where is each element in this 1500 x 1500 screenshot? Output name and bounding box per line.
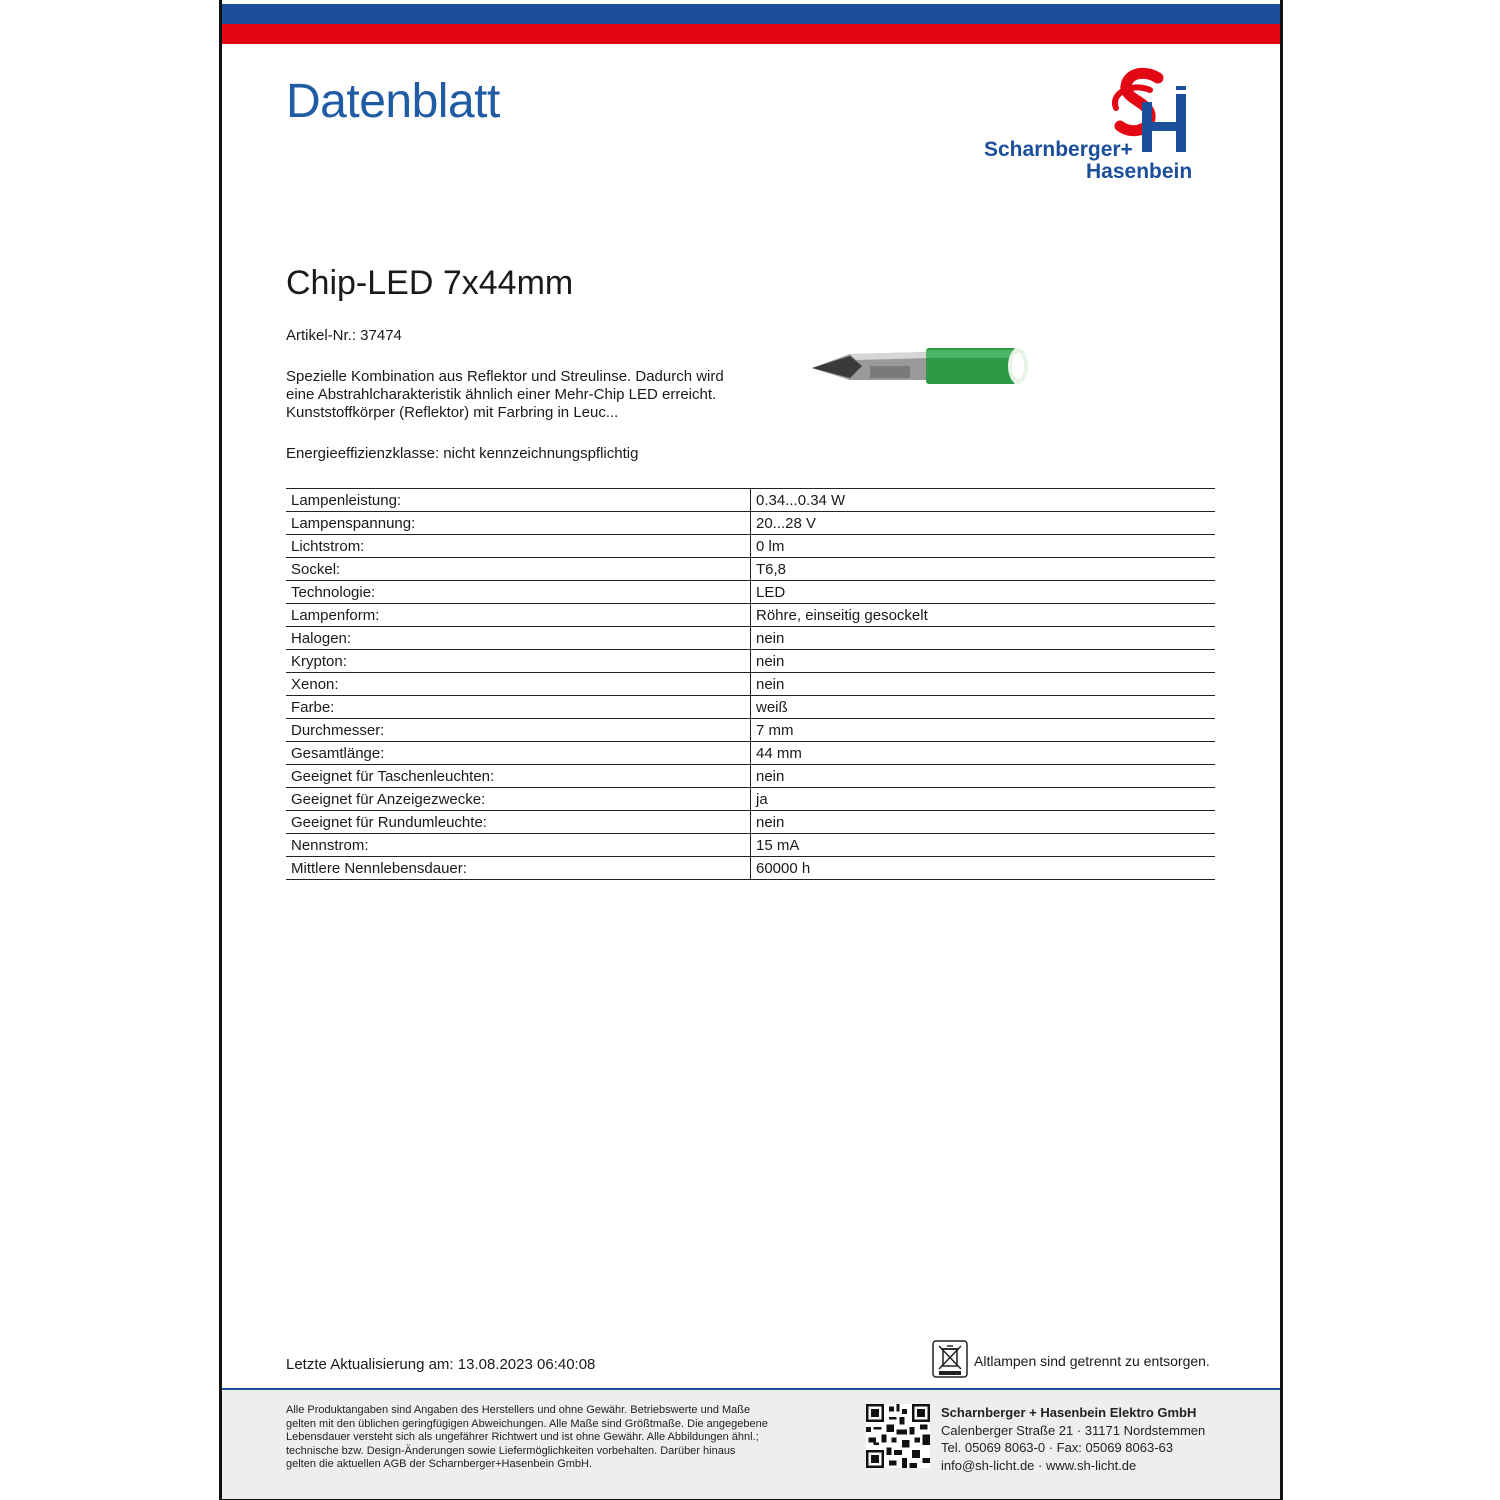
spec-value: 15 mA	[751, 834, 1216, 857]
spec-value: T6,8	[751, 558, 1216, 581]
table-row	[286, 673, 1215, 696]
spec-value: LED	[751, 581, 1216, 604]
spec-value: ja	[751, 788, 1216, 811]
table-row	[286, 604, 1215, 627]
company-info	[941, 1404, 1205, 1474]
led-product-image	[810, 340, 1032, 390]
disposal-note: Altlampen sind getrennt zu entsorgen.	[974, 1353, 1210, 1369]
disclaimer-line: gelten die aktuellen AGB der Scharnberger+Hasenbein GmbH.	[286, 1458, 593, 1470]
spec-label: Sockel:	[286, 558, 751, 581]
legal-disclaimer	[286, 1404, 846, 1472]
product-description	[286, 368, 766, 422]
spec-label: Nennstrom:	[286, 834, 751, 857]
table-row	[286, 535, 1215, 558]
spec-value: Röhre, einseitig gesockelt	[751, 604, 1216, 627]
company-web[interactable]: info@sh-licht.de · www.sh-licht.de	[941, 1457, 1137, 1473]
disclaimer-line: technische bzw. Design-Änderungen sowie Liefermöglichkeiten vorbehalten. Darüber hinaus	[286, 1444, 736, 1457]
table-row	[286, 558, 1215, 581]
spec-value: 0.34...0.34 W	[751, 489, 1216, 512]
table-row	[286, 581, 1215, 604]
company-name: Scharnberger + Hasenbein Elektro GmbH	[941, 1405, 1197, 1420]
page-title: Datenblatt	[286, 75, 500, 128]
table-row	[286, 696, 1215, 719]
company-address: Calenberger Straße 21 · 31171 Nordstemmen	[941, 1422, 1206, 1438]
disclaimer-line: Alle Produktangaben sind Angaben des Herstellers und ohne Gewähr. Betriebswerte und Maße	[286, 1404, 751, 1416]
crossed-out-bin-icon	[932, 1340, 968, 1378]
header-band-red	[222, 24, 1280, 44]
description-line: Spezielle Kombination aus Reflektor und Streulinse. Dadurch wird	[286, 368, 724, 385]
spec-label: Xenon:	[286, 673, 751, 696]
product-name: Chip-LED 7x44mm	[286, 264, 574, 302]
last-updated: Letzte Aktualisierung am: 13.08.2023 06:40:08	[286, 1356, 596, 1373]
logo-brand-line1: Scharnberger+	[984, 138, 1133, 161]
spec-label: Halogen:	[286, 627, 751, 650]
table-row	[286, 489, 1215, 512]
spec-value: nein	[751, 765, 1216, 788]
header-band-blue	[222, 4, 1280, 24]
description-line: Kunststoffkörper (Reflektor) mit Farbring in Leuc...	[286, 404, 619, 421]
spec-label: Lampenform:	[286, 604, 751, 627]
spec-label: Gesamtlänge:	[286, 742, 751, 765]
table-row	[286, 834, 1215, 857]
qr-code-icon	[866, 1404, 930, 1468]
table-row	[286, 627, 1215, 650]
logo-h-right	[1176, 94, 1186, 152]
disclaimer-line: gelten mit den üblichen geringfügigen Abweichungen. Alle Maße sind Größtmaße. Die angegebene	[286, 1417, 768, 1430]
company-phone-fax: Tel. 05069 8063-0 · Fax: 05069 8063-63	[941, 1440, 1174, 1455]
spec-label: Geeignet für Rundumleuchte:	[286, 811, 751, 834]
table-row	[286, 788, 1215, 811]
spec-table	[286, 488, 1215, 880]
table-row	[286, 719, 1215, 742]
spec-label: Technologie:	[286, 581, 751, 604]
article-number: Artikel-Nr.: 37474	[286, 327, 402, 344]
description-line: eine Abstrahlcharakteristik ähnlich einer Mehr-Chip LED erreicht.	[286, 386, 717, 403]
spec-value: 60000 h	[751, 857, 1216, 880]
logo-brand-line2: Hasenbein	[1086, 160, 1193, 183]
table-row	[286, 512, 1215, 535]
spec-label: Durchmesser:	[286, 719, 751, 742]
table-row	[286, 811, 1215, 834]
spec-value: nein	[751, 650, 1216, 673]
spec-value: nein	[751, 627, 1216, 650]
datasheet-page	[219, 0, 1283, 1500]
spec-value: 44 mm	[751, 742, 1216, 765]
spec-label: Geeignet für Taschenleuchten:	[286, 765, 751, 788]
spec-label: Geeignet für Anzeigezwecke:	[286, 788, 751, 811]
sh-logo	[980, 64, 1220, 184]
footer	[222, 1388, 1280, 1499]
table-row	[286, 742, 1215, 765]
spec-value: 0 lm	[751, 535, 1216, 558]
table-row	[286, 650, 1215, 673]
disclaimer-line: Lebensdauer versteht sich als ungefährer Richtwert und ist ohne Gewähr. Alle Abbildungen ähnl.;	[286, 1431, 759, 1443]
spec-value: nein	[751, 811, 1216, 834]
spec-label: Lichtstrom:	[286, 535, 751, 558]
spec-value: nein	[751, 673, 1216, 696]
spec-label: Farbe:	[286, 696, 751, 719]
spec-label: Lampenleistung:	[286, 489, 751, 512]
energy-class: Energieeffizienzklasse: nicht kennzeichnungspflichtig	[286, 445, 639, 462]
table-row	[286, 765, 1215, 788]
spec-value: weiß	[751, 696, 1216, 719]
spec-value: 7 mm	[751, 719, 1216, 742]
spec-label: Krypton:	[286, 650, 751, 673]
spec-value: 20...28 V	[751, 512, 1216, 535]
table-row	[286, 857, 1215, 880]
spec-label: Mittlere Nennlebensdauer:	[286, 857, 751, 880]
spec-label: Lampenspannung:	[286, 512, 751, 535]
